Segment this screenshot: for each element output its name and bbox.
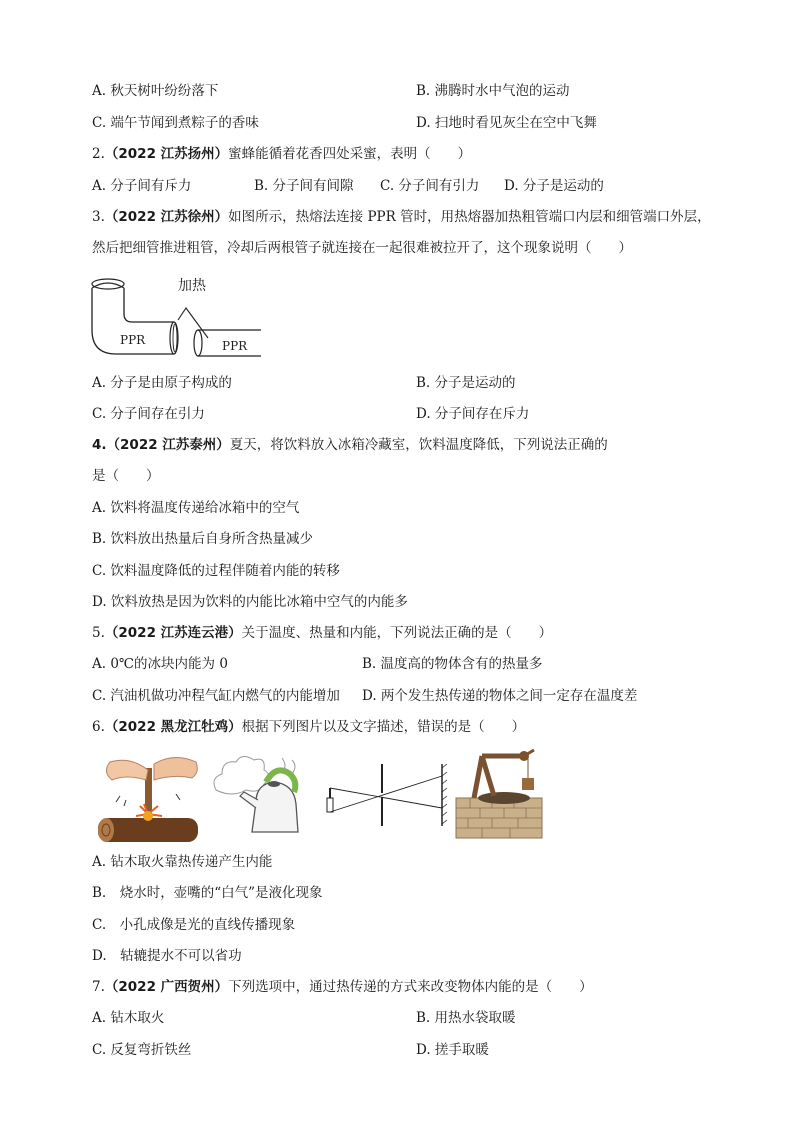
q6-source: （2022 黑龙江牡鸡） <box>104 719 242 735</box>
q5-option-a: A. 0℃的冰块内能为 0 <box>92 656 228 672</box>
q6-stem <box>92 718 525 736</box>
label-heat: 加热 <box>178 278 206 294</box>
q6-option-c: C. 小孔成像是光的直线传播现象 <box>92 917 296 933</box>
q1-option-a: A. 秋天树叶纷纷落下 <box>92 83 219 99</box>
kettle-spout <box>240 792 258 808</box>
q7-source: （2022 广西贺州） <box>104 979 229 995</box>
q3-stem-line2: 然后把细管推进粗管，冷却后两根管子就连接在一起很难被拉开了，这个现象说明（ ） <box>92 240 632 256</box>
q3-option-c: C. 分子间存在引力 <box>92 406 205 422</box>
q2-text: 蜜蜂能循着花香四处采蜜，表明（ ） <box>228 146 472 162</box>
hand-left <box>106 760 148 780</box>
well-mouth <box>478 792 530 804</box>
q6-option-b: B. 烧水时，壶嘴的“白气”是液化现象 <box>92 885 323 901</box>
q7-option-c: C. 反复弯折铁丝 <box>92 1042 192 1058</box>
q5-text: 关于温度、热量和内能，下列说法正确的是（ ） <box>241 625 553 641</box>
q7-option-a: A. 钻木取火 <box>92 1010 165 1026</box>
q4-text-line1: 夏天，将饮料放入冰箱冷藏室，饮料温度降低，下列说法正确的 <box>229 437 608 453</box>
label-ppr-2: PPR <box>222 339 248 353</box>
wooden-frame <box>474 756 524 798</box>
q3-option-a: A. 分子是由原子构成的 <box>92 375 232 391</box>
q6-number: 6. <box>92 719 105 735</box>
q7-number: 7. <box>92 979 105 995</box>
q1-option-c: C. 端午节闻到煮粽子的香味 <box>92 115 259 131</box>
q4-option-d: D. 饮料放热是因为饮料的内能比冰箱中空气的内能多 <box>92 594 408 610</box>
q2-stem <box>92 145 471 163</box>
hand-right <box>154 757 197 780</box>
q5-option-c: C. 汽油机做功冲程气缸内燃气的内能增加 <box>92 688 340 704</box>
q6-option-d: D. 轱辘提水不可以省功 <box>92 948 242 964</box>
q3-option-d: D. 分子间存在斥力 <box>416 406 530 422</box>
q4-option-c: C. 饮料温度降低的过程伴随着内能的转移 <box>92 563 340 579</box>
q5-source: （2022 江苏连云港） <box>104 625 242 641</box>
q2-option-b: B. 分子间有间隙 <box>254 178 354 194</box>
q5-number: 5. <box>92 625 105 641</box>
drill-wood-fire-image <box>96 750 202 846</box>
well-pulley-image <box>452 748 548 842</box>
q3-source: （2022 江苏徐州） <box>104 209 229 225</box>
ppr-pipe-top-opening <box>92 279 124 289</box>
q4-stem-line1 <box>92 436 608 454</box>
q3-stem-line1 <box>92 208 711 226</box>
kettle-body <box>252 782 298 832</box>
q3-text-line1: 如图所示，热熔法连接 PPR 管时，用热熔器加热粗管端口内层和细管端口外层， <box>228 209 711 225</box>
heating-pointer-lines <box>178 308 208 338</box>
light-ray-2 <box>330 776 442 812</box>
kettle-steam-image <box>210 752 310 838</box>
q2-source: （2022 江苏扬州） <box>104 146 229 162</box>
q5-option-d: D. 两个发生热传递的物体之间一定存在温度差 <box>362 688 638 704</box>
ppr-pipe-figure <box>86 268 268 364</box>
q7-text: 下列选项中，通过热传递的方式来改变物体内能的是（ ） <box>228 979 593 995</box>
light-ray-1 <box>330 788 442 808</box>
ppr-straight-pipe-end <box>194 330 202 356</box>
q2-option-a: A. 分子间有斥力 <box>92 178 192 194</box>
q2-number: 2. <box>92 146 105 162</box>
bucket <box>522 778 534 790</box>
q4-stem-line2: 是（ ） <box>92 468 160 484</box>
q4-number: 4. <box>92 437 107 453</box>
q4-option-a: A. 饮料将温度传递给冰箱中的空气 <box>92 500 300 516</box>
q4-source: （2022 江苏泰州） <box>106 437 230 453</box>
pinhole-imaging-diagram <box>320 760 450 830</box>
q1-option-b: B. 沸腾时水中气泡的运动 <box>416 83 570 99</box>
q3-number: 3. <box>92 209 105 225</box>
q6-text: 根据下列图片以及文字描述，错误的是（ ） <box>241 719 526 735</box>
q7-option-d: D. 搓手取暖 <box>416 1042 489 1058</box>
q1-option-d: D. 扫地时看见灰尘在空中飞舞 <box>416 115 597 131</box>
q6-option-a: A. 钻木取火靠热传递产生内能 <box>92 854 273 870</box>
q7-option-b: B. 用热水袋取暖 <box>416 1010 516 1026</box>
q2-option-d: D. 分子是运动的 <box>504 178 604 194</box>
candle <box>327 798 333 812</box>
label-ppr-1: PPR <box>120 333 146 347</box>
q5-option-b: B. 温度高的物体含有的热量多 <box>362 656 543 672</box>
q5-stem <box>92 624 552 642</box>
q2-option-c: C. 分子间有引力 <box>380 178 480 194</box>
q4-option-b: B. 饮料放出热量后自身所含热量减少 <box>92 531 314 547</box>
q3-option-b: B. 分子是运动的 <box>416 375 516 391</box>
q7-stem <box>92 978 593 996</box>
